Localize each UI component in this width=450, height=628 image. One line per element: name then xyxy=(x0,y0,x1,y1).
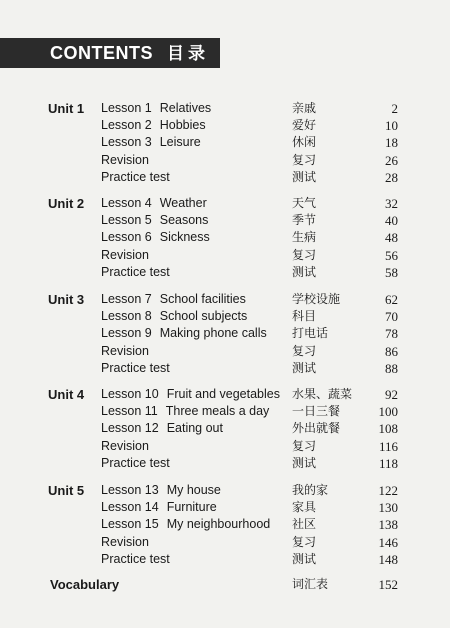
lesson-title: School facilities xyxy=(159,292,246,306)
lesson-title-cn: 家具 xyxy=(292,500,317,515)
toc-row[interactable] xyxy=(0,169,450,186)
lesson-number: Lesson 6 xyxy=(101,230,152,245)
lesson-title: School subjects xyxy=(159,309,248,324)
lesson-entry xyxy=(101,247,149,264)
lesson-number: Lesson 8 xyxy=(101,309,152,324)
lesson-title: My house xyxy=(166,483,221,497)
lesson-number: Lesson 9 xyxy=(101,326,152,341)
page-number: 58 xyxy=(385,264,398,280)
page-number: 2 xyxy=(391,101,398,116)
lesson-title-cn: 复习 xyxy=(292,438,317,453)
toc-row[interactable] xyxy=(0,195,450,212)
lesson-title-cn: 测试 xyxy=(292,455,317,470)
toc-row[interactable] xyxy=(0,386,450,403)
lesson-number: Revision xyxy=(101,534,149,549)
lesson-number: Lesson 7 xyxy=(101,292,152,306)
lesson-entry xyxy=(101,455,170,472)
lesson-number: Practice test xyxy=(101,264,170,279)
unit-label: Unit 5 xyxy=(48,483,85,498)
lesson-title-cn: 测试 xyxy=(292,169,317,184)
lesson-title-cn: 复习 xyxy=(292,534,317,549)
toc-row[interactable] xyxy=(0,499,450,516)
toc-row[interactable] xyxy=(0,152,450,169)
lesson-number: Lesson 15 xyxy=(101,517,159,532)
toc-row[interactable] xyxy=(0,134,450,151)
lesson-entry xyxy=(101,169,170,186)
page-number: 130 xyxy=(378,500,398,516)
contents-header xyxy=(0,38,220,68)
lesson-entry xyxy=(101,308,247,325)
lesson-title: Eating out xyxy=(166,421,223,436)
lesson-entry xyxy=(101,343,149,360)
toc-row[interactable] xyxy=(0,308,450,325)
toc-row[interactable] xyxy=(0,247,450,264)
page-number: 146 xyxy=(378,534,398,550)
lesson-title-cn: 我的家 xyxy=(292,483,329,497)
lesson-title-cn: 学校设施 xyxy=(292,292,341,306)
lesson-title: Hobbies xyxy=(159,118,206,133)
lesson-title: Furniture xyxy=(166,500,217,515)
lesson-entry xyxy=(101,134,201,151)
lesson-title: Leisure xyxy=(159,135,201,150)
lesson-title-cn: 测试 xyxy=(292,264,317,279)
lesson-title-cn: 社区 xyxy=(292,517,317,532)
lesson-title: Seasons xyxy=(159,213,209,228)
lesson-title-cn: 亲戚 xyxy=(292,101,317,115)
lesson-number: Lesson 10 xyxy=(101,387,159,401)
toc-row[interactable] xyxy=(0,403,450,420)
lesson-title-cn: 外出就餐 xyxy=(292,421,341,436)
toc-row[interactable] xyxy=(0,291,450,308)
vocabulary-cn: 词汇表 xyxy=(292,577,329,591)
lesson-title: Relatives xyxy=(159,101,212,115)
toc-row[interactable] xyxy=(0,420,450,437)
toc-row[interactable] xyxy=(0,455,450,472)
page-number: 100 xyxy=(378,404,398,420)
page-number: 118 xyxy=(378,455,398,471)
page-number: 48 xyxy=(385,230,398,246)
page-number: 62 xyxy=(385,292,398,307)
page-number: 88 xyxy=(385,360,398,376)
lesson-entry xyxy=(101,264,170,281)
lesson-number: Lesson 12 xyxy=(101,421,159,436)
page-number: 26 xyxy=(385,152,398,168)
lesson-title-cn: 科目 xyxy=(292,309,317,324)
lesson-entry xyxy=(101,499,217,516)
toc-row[interactable] xyxy=(0,343,450,360)
lesson-entry xyxy=(101,100,211,117)
toc-row[interactable] xyxy=(0,360,450,377)
toc-row[interactable] xyxy=(0,325,450,342)
page-number: 40 xyxy=(385,213,398,229)
unit-label: Unit 1 xyxy=(48,101,85,116)
lesson-entry xyxy=(101,386,280,403)
toc-row[interactable] xyxy=(0,534,450,551)
lesson-number: Practice test xyxy=(101,551,170,566)
lesson-entry xyxy=(101,516,270,533)
lesson-number: Revision xyxy=(101,152,149,167)
page-number: 70 xyxy=(385,309,398,325)
lesson-number: Revision xyxy=(101,247,149,262)
lesson-number: Lesson 14 xyxy=(101,500,159,515)
page-number: 122 xyxy=(378,483,398,498)
lesson-title-cn: 爱好 xyxy=(292,118,317,133)
page-number: 148 xyxy=(378,551,398,567)
lesson-entry xyxy=(101,534,149,551)
lesson-title: Making phone calls xyxy=(159,326,267,341)
lesson-entry xyxy=(101,117,206,134)
lesson-number: Practice test xyxy=(101,169,170,184)
lesson-number: Lesson 4 xyxy=(101,196,152,210)
toc-row[interactable] xyxy=(0,551,450,568)
lesson-entry xyxy=(101,403,269,420)
lesson-title: Sickness xyxy=(159,230,210,245)
lesson-title-cn: 复习 xyxy=(292,247,317,262)
toc-row[interactable] xyxy=(0,229,450,246)
lesson-title-cn: 打电话 xyxy=(292,326,329,341)
lesson-title-cn: 天气 xyxy=(292,196,317,210)
lesson-title-cn: 复习 xyxy=(292,343,317,358)
page-number: 78 xyxy=(385,326,398,342)
lesson-entry xyxy=(101,195,207,212)
lesson-entry xyxy=(101,420,223,437)
lesson-entry xyxy=(101,482,221,499)
page-number: 92 xyxy=(385,387,398,402)
lesson-title: Three meals a day xyxy=(165,404,270,419)
lesson-title-cn: 生病 xyxy=(292,230,317,245)
lesson-number: Revision xyxy=(101,343,149,358)
lesson-entry xyxy=(101,229,210,246)
lesson-title-cn: 水果、蔬菜 xyxy=(292,387,353,401)
lesson-number: Lesson 3 xyxy=(101,135,152,150)
contents-title-cn: 目录 xyxy=(167,44,209,64)
toc-row[interactable] xyxy=(0,212,450,229)
lesson-number: Lesson 5 xyxy=(101,213,152,228)
lesson-number: Lesson 11 xyxy=(101,404,158,419)
lesson-number: Lesson 1 xyxy=(101,101,152,115)
vocabulary-page: 152 xyxy=(378,577,398,592)
toc-row[interactable] xyxy=(0,117,450,134)
lesson-entry xyxy=(101,212,208,229)
vocabulary-row[interactable] xyxy=(0,576,450,593)
lesson-entry xyxy=(101,360,170,377)
lesson-title-cn: 一日三餐 xyxy=(292,404,341,419)
toc-row[interactable] xyxy=(0,100,450,117)
lesson-number: Practice test xyxy=(101,360,170,375)
page-number: 18 xyxy=(385,135,398,151)
lesson-title-cn: 休闲 xyxy=(292,135,317,150)
lesson-title-cn: 复习 xyxy=(292,152,317,167)
lesson-number: Practice test xyxy=(101,455,170,470)
lesson-number: Lesson 2 xyxy=(101,118,152,133)
lesson-entry xyxy=(101,152,149,169)
lesson-entry xyxy=(101,291,246,308)
page-number: 108 xyxy=(378,421,398,437)
page-number: 138 xyxy=(378,517,398,533)
lesson-title: Weather xyxy=(159,196,207,210)
vocabulary-label: Vocabulary xyxy=(50,577,120,592)
toc-row[interactable] xyxy=(0,438,450,455)
page-number: 10 xyxy=(385,118,398,134)
lesson-title-cn: 测试 xyxy=(292,551,317,566)
lesson-title-cn: 季节 xyxy=(292,213,317,228)
lesson-entry xyxy=(101,325,267,342)
lesson-title: My neighbourhood xyxy=(166,517,271,532)
contents-title-en: CONTENTS xyxy=(50,43,153,63)
lesson-number: Revision xyxy=(101,438,149,453)
toc-row[interactable] xyxy=(0,264,450,281)
unit-label: Unit 4 xyxy=(48,387,85,402)
page-number: 116 xyxy=(378,438,398,454)
page-number: 28 xyxy=(385,169,398,185)
page-number: 56 xyxy=(385,247,398,263)
toc-row[interactable] xyxy=(0,516,450,533)
lesson-entry xyxy=(101,438,149,455)
lesson-number: Lesson 13 xyxy=(101,483,159,497)
lesson-title: Fruit and vegetables xyxy=(166,387,280,401)
page-number: 32 xyxy=(385,196,398,211)
toc-row[interactable] xyxy=(0,482,450,499)
unit-label: Unit 2 xyxy=(48,196,85,211)
page-number: 86 xyxy=(385,343,398,359)
unit-label: Unit 3 xyxy=(48,292,85,307)
lesson-entry xyxy=(101,551,170,568)
lesson-title-cn: 测试 xyxy=(292,360,317,375)
